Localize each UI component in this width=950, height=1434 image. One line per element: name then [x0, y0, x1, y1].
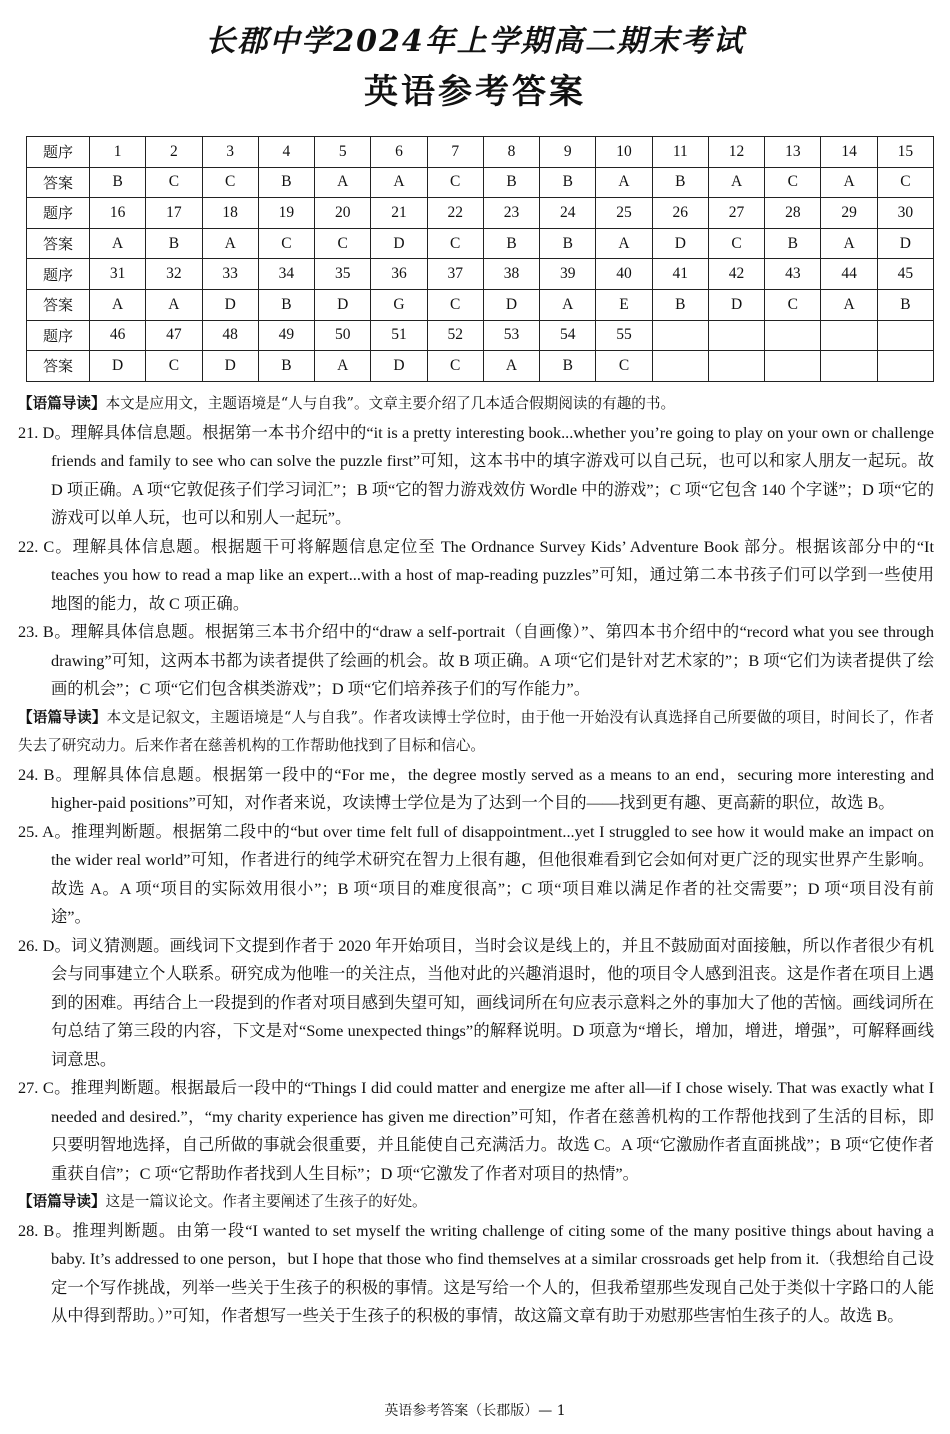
answer-cell: E: [596, 289, 652, 320]
question-number-cell: 31: [90, 259, 146, 290]
exam-title: 长郡中学2024年上学期高二期末考试: [205, 24, 745, 59]
answer-cell: A: [315, 167, 371, 198]
answer-cell: C: [427, 289, 483, 320]
question-number-cell: 40: [596, 259, 652, 290]
question-number-cell: 39: [540, 259, 596, 290]
question-number-cell: [765, 320, 821, 351]
passage-intro-2: 【语篇导读】本文是记叙文，主题语境是“人与自我”。作者攻读博士学位时，由于他一开始没有认真选择自己所要做的项目，时间长了，作者失去了研究动力。后来作者在慈善机构的工作帮助他找到了目标和信心。: [18, 708, 934, 754]
answer-cell: A: [821, 167, 877, 198]
answer-cell: B: [540, 351, 596, 382]
question-number-cell: 44: [821, 259, 877, 290]
explanation-27: 27. C。推理判断题。根据最后一段中的“Things I did could matter and energize me after all—if I chose wisely. That was exactly what I needed and desired.”，“my charity experience has given me direction”可知，作者在慈善机构的工作帮他找到了生活的目标，即只要明智地选择，自己所做的事就会很重要，并且能使自己充满活力。故选 C。A 项“它激励作者直面挑战”；B 项“它使作者重获自信”；C 项“它帮助作者找到人生目标”；D 项“它激发了作者对项目的热情”。: [18, 1078, 934, 1183]
question-number-cell: [652, 320, 708, 351]
question-number-cell: 6: [371, 137, 427, 168]
question-number-cell: 50: [315, 320, 371, 351]
answer-cell: D: [652, 228, 708, 259]
answer-cell: A: [90, 228, 146, 259]
answer-cell: C: [877, 167, 933, 198]
answer-cell: A: [202, 228, 258, 259]
question-number-cell: 28: [765, 198, 821, 229]
question-number-cell: 21: [371, 198, 427, 229]
question-number-cell: 55: [596, 320, 652, 351]
question-number-cell: 29: [821, 198, 877, 229]
answer-cell: A: [483, 351, 539, 382]
answer-cell: A: [315, 351, 371, 382]
question-number-cell: [821, 320, 877, 351]
answer-cell: B: [258, 289, 314, 320]
answer-cell: C: [258, 228, 314, 259]
answer-cell: B: [540, 228, 596, 259]
question-number-cell: 7: [427, 137, 483, 168]
answer-row: [27, 167, 934, 198]
question-number-cell: 47: [146, 320, 202, 351]
question-number-cell: 20: [315, 198, 371, 229]
answer-cell: [877, 351, 933, 382]
question-number-cell: 5: [315, 137, 371, 168]
row-label-answer: 答案: [27, 289, 90, 320]
answer-cell: B: [765, 228, 821, 259]
answer-cell: A: [708, 167, 764, 198]
question-number-row: [27, 259, 934, 290]
question-number-cell: 2: [146, 137, 202, 168]
question-number-cell: 54: [540, 320, 596, 351]
question-number-cell: 12: [708, 137, 764, 168]
answer-cell: C: [146, 351, 202, 382]
answer-cell: [821, 351, 877, 382]
question-number-cell: 8: [483, 137, 539, 168]
question-number-cell: 53: [483, 320, 539, 351]
answer-cell: A: [596, 228, 652, 259]
question-number-cell: 10: [596, 137, 652, 168]
answer-cell: A: [596, 167, 652, 198]
row-label-question: 题序: [27, 320, 90, 351]
question-number-cell: 11: [652, 137, 708, 168]
answer-cell: A: [821, 289, 877, 320]
explanation-25: 25. A。推理判断题。根据第二段中的“but over time felt full of disappointment...yet I struggled to see how it would make an impact on the wider real world”可知，作者进行的纯学术研究在智力上很有趣，但他很难看到它会如何对更广泛的现实世界产生影响。故选 A。A 项“项目的实际效用很小”；B 项“项目的难度很高”；C 项“项目难以满足作者的社交需要”；D 项“项目没有前途”。: [18, 821, 934, 926]
answer-cell: D: [315, 289, 371, 320]
question-number-cell: 23: [483, 198, 539, 229]
question-number-cell: 42: [708, 259, 764, 290]
page-footer: 英语参考答案（长郡版）— 1: [384, 1403, 566, 1419]
question-number-cell: [708, 320, 764, 351]
question-number-cell: [877, 320, 933, 351]
answer-cell: B: [258, 351, 314, 382]
question-number-cell: 35: [315, 259, 371, 290]
answer-cell: A: [540, 289, 596, 320]
answer-cell: D: [90, 351, 146, 382]
question-number-cell: 49: [258, 320, 314, 351]
row-label-question: 题序: [27, 137, 90, 168]
answer-cell: B: [146, 228, 202, 259]
answer-cell: D: [877, 228, 933, 259]
answer-cell: D: [202, 289, 258, 320]
explanation-22: 22. C。理解具体信息题。根据题干可将解题信息定位至 The Ordnance Survey Kids’ Adventure Book 部分。根据该部分中的“It teaches you how to read a map like an expert...with a host of map-reading puzzles”可知，通过第二本书孩子们可以学到一些使用地图的能力，故 C 项正确。: [18, 536, 934, 613]
question-number-cell: 48: [202, 320, 258, 351]
answer-cell: A: [821, 228, 877, 259]
answer-cell: C: [146, 167, 202, 198]
answer-cell: B: [483, 228, 539, 259]
question-number-cell: 32: [146, 259, 202, 290]
question-number-cell: 1: [90, 137, 146, 168]
question-number-cell: 13: [765, 137, 821, 168]
question-number-cell: 26: [652, 198, 708, 229]
question-number-cell: 3: [202, 137, 258, 168]
question-number-cell: 52: [427, 320, 483, 351]
answer-cell: D: [371, 228, 427, 259]
question-number-cell: 38: [483, 259, 539, 290]
question-number-cell: 24: [540, 198, 596, 229]
question-number-row: [27, 137, 934, 168]
answer-cell: C: [596, 351, 652, 382]
answer-cell: [765, 351, 821, 382]
answer-cell: D: [708, 289, 764, 320]
answer-cell: C: [202, 167, 258, 198]
answer-row: [27, 228, 934, 259]
question-number-cell: 9: [540, 137, 596, 168]
question-number-row: [27, 198, 934, 229]
row-label-answer: 答案: [27, 351, 90, 382]
answer-cell: C: [708, 228, 764, 259]
answer-cell: C: [765, 289, 821, 320]
answer-cell: C: [315, 228, 371, 259]
question-number-cell: 43: [765, 259, 821, 290]
answer-cell: C: [427, 228, 483, 259]
question-number-cell: 33: [202, 259, 258, 290]
question-number-cell: 51: [371, 320, 427, 351]
answer-table: [26, 136, 934, 382]
explanation-23: 23. B。理解具体信息题。根据第三本书介绍中的“draw a self-portrait（自画像）”、第四本书介绍中的“record what you see through drawing”可知，这两本书都为读者提供了绘画的机会。故 B 项正确。A 项“它们是针对艺术家的”；B 项“它们为读者提供了绘画的机会”；C 项“它们包含棋类游戏”；D 项“它们培养孩子们的写作能力”。: [18, 622, 934, 698]
row-label-question: 题序: [27, 259, 90, 290]
answer-cell: B: [90, 167, 146, 198]
answer-cell: A: [146, 289, 202, 320]
question-number-cell: 25: [596, 198, 652, 229]
explanation-21: 21. D。理解具体信息题。根据第一本书介绍中的“it is a pretty interesting book...whether you’re going to play on your own or challenge friends and family to see who can solve the puzzle first”可知，这本书中的填字游戏可以自己玩，也可以和家人朋友一起玩。故 D 项正确。A 项“它敦促孩子们学习词汇”；B 项“它的智力游戏效仿 Wordle 中的游戏”；C 项“它包含 140 个字谜”；D 项“它的游戏可以单人玩，也可以和别人一起玩”。: [18, 422, 934, 527]
answer-cell: C: [427, 167, 483, 198]
answer-cell: G: [371, 289, 427, 320]
answer-cell: B: [258, 167, 314, 198]
explanations: [18, 390, 934, 1331]
answer-cell: B: [877, 289, 933, 320]
answer-cell: [652, 351, 708, 382]
question-number-cell: 4: [258, 137, 314, 168]
question-number-cell: 16: [90, 198, 146, 229]
question-number-cell: 37: [427, 259, 483, 290]
answer-cell: A: [90, 289, 146, 320]
question-number-row: [27, 320, 934, 351]
question-number-cell: 17: [146, 198, 202, 229]
answer-cell: B: [652, 289, 708, 320]
question-number-cell: 46: [90, 320, 146, 351]
question-number-cell: 19: [258, 198, 314, 229]
answer-cell: D: [371, 351, 427, 382]
answer-cell: C: [427, 351, 483, 382]
passage-intro-3: 【语篇导读】这是一篇议论文。作者主要阐述了生孩子的好处。: [18, 1193, 427, 1210]
question-number-cell: 27: [708, 198, 764, 229]
explanation-28: 28. B。推理判断题。由第一段“I wanted to set myself the writing challenge of citing some of the many positive things about having a baby. It’s addressed to one person，but I hope that those who find themselves at a similar crossroads get help from it.（我想给自己设定一个写作挑战，列举一些关于生孩子的积极的事情。这是写给一个人的，但我希望那些发现自己处于类似十字路口的人能从中得到帮助。）”可知，作者想写一些关于生孩子的积极的事情，故这篇文章有助于劝慰那些害怕生孩子的人。故选 B。: [18, 1220, 934, 1325]
row-label-answer: 答案: [27, 228, 90, 259]
passage-intro-1: 【语篇导读】本文是应用文，主题语境是“人与自我”。文章主要介绍了几本适合假期阅读的有趣的书。: [18, 395, 676, 412]
row-label-question: 题序: [27, 198, 90, 229]
question-number-cell: 15: [877, 137, 933, 168]
answer-cell: D: [202, 351, 258, 382]
answer-cell: B: [483, 167, 539, 198]
answer-cell: B: [652, 167, 708, 198]
question-number-cell: 30: [877, 198, 933, 229]
question-number-cell: 45: [877, 259, 933, 290]
answer-cell: A: [371, 167, 427, 198]
explanation-26: 26. D。词义猜测题。画线词下文提到作者于 2020 年开始项目，当时会议是线上的，并且不鼓励面对面接触，所以作者很少有机会与同事建立个人联系。研究成为他唯一的关注点，当他对此的兴趣消退时，他的项目令人感到沮丧。这是作者在项目上遇到的困难。再结合上一段提到的作者对项目感到失望可知，画线词所在句应表示意料之外的事加大了他的苦恼。画线词所在句总结了第三段的内容，下文是对“Some unexpected things”的解释说明。D 项意为“增长，增加，增进，增强”，可解释画线词意思。: [18, 935, 934, 1069]
question-number-cell: 22: [427, 198, 483, 229]
question-number-cell: 18: [202, 198, 258, 229]
answer-cell: B: [540, 167, 596, 198]
answer-cell: D: [483, 289, 539, 320]
answer-cell: C: [765, 167, 821, 198]
explanation-24: 24. B。理解具体信息题。根据第一段中的“For me，the degree mostly served as a means to an end，securing more interesting and higher-paid positions”可知，对作者来说，攻读博士学位是为了达到一个目的——找到更有趣、更高薪的职位，故选 B。: [18, 764, 934, 812]
answer-row: [27, 289, 934, 320]
question-number-cell: 36: [371, 259, 427, 290]
question-number-cell: 41: [652, 259, 708, 290]
question-number-cell: 14: [821, 137, 877, 168]
answer-row: [27, 351, 934, 382]
row-label-answer: 答案: [27, 167, 90, 198]
answer-key-title: 英语参考答案: [364, 72, 586, 112]
answer-cell: [708, 351, 764, 382]
question-number-cell: 34: [258, 259, 314, 290]
